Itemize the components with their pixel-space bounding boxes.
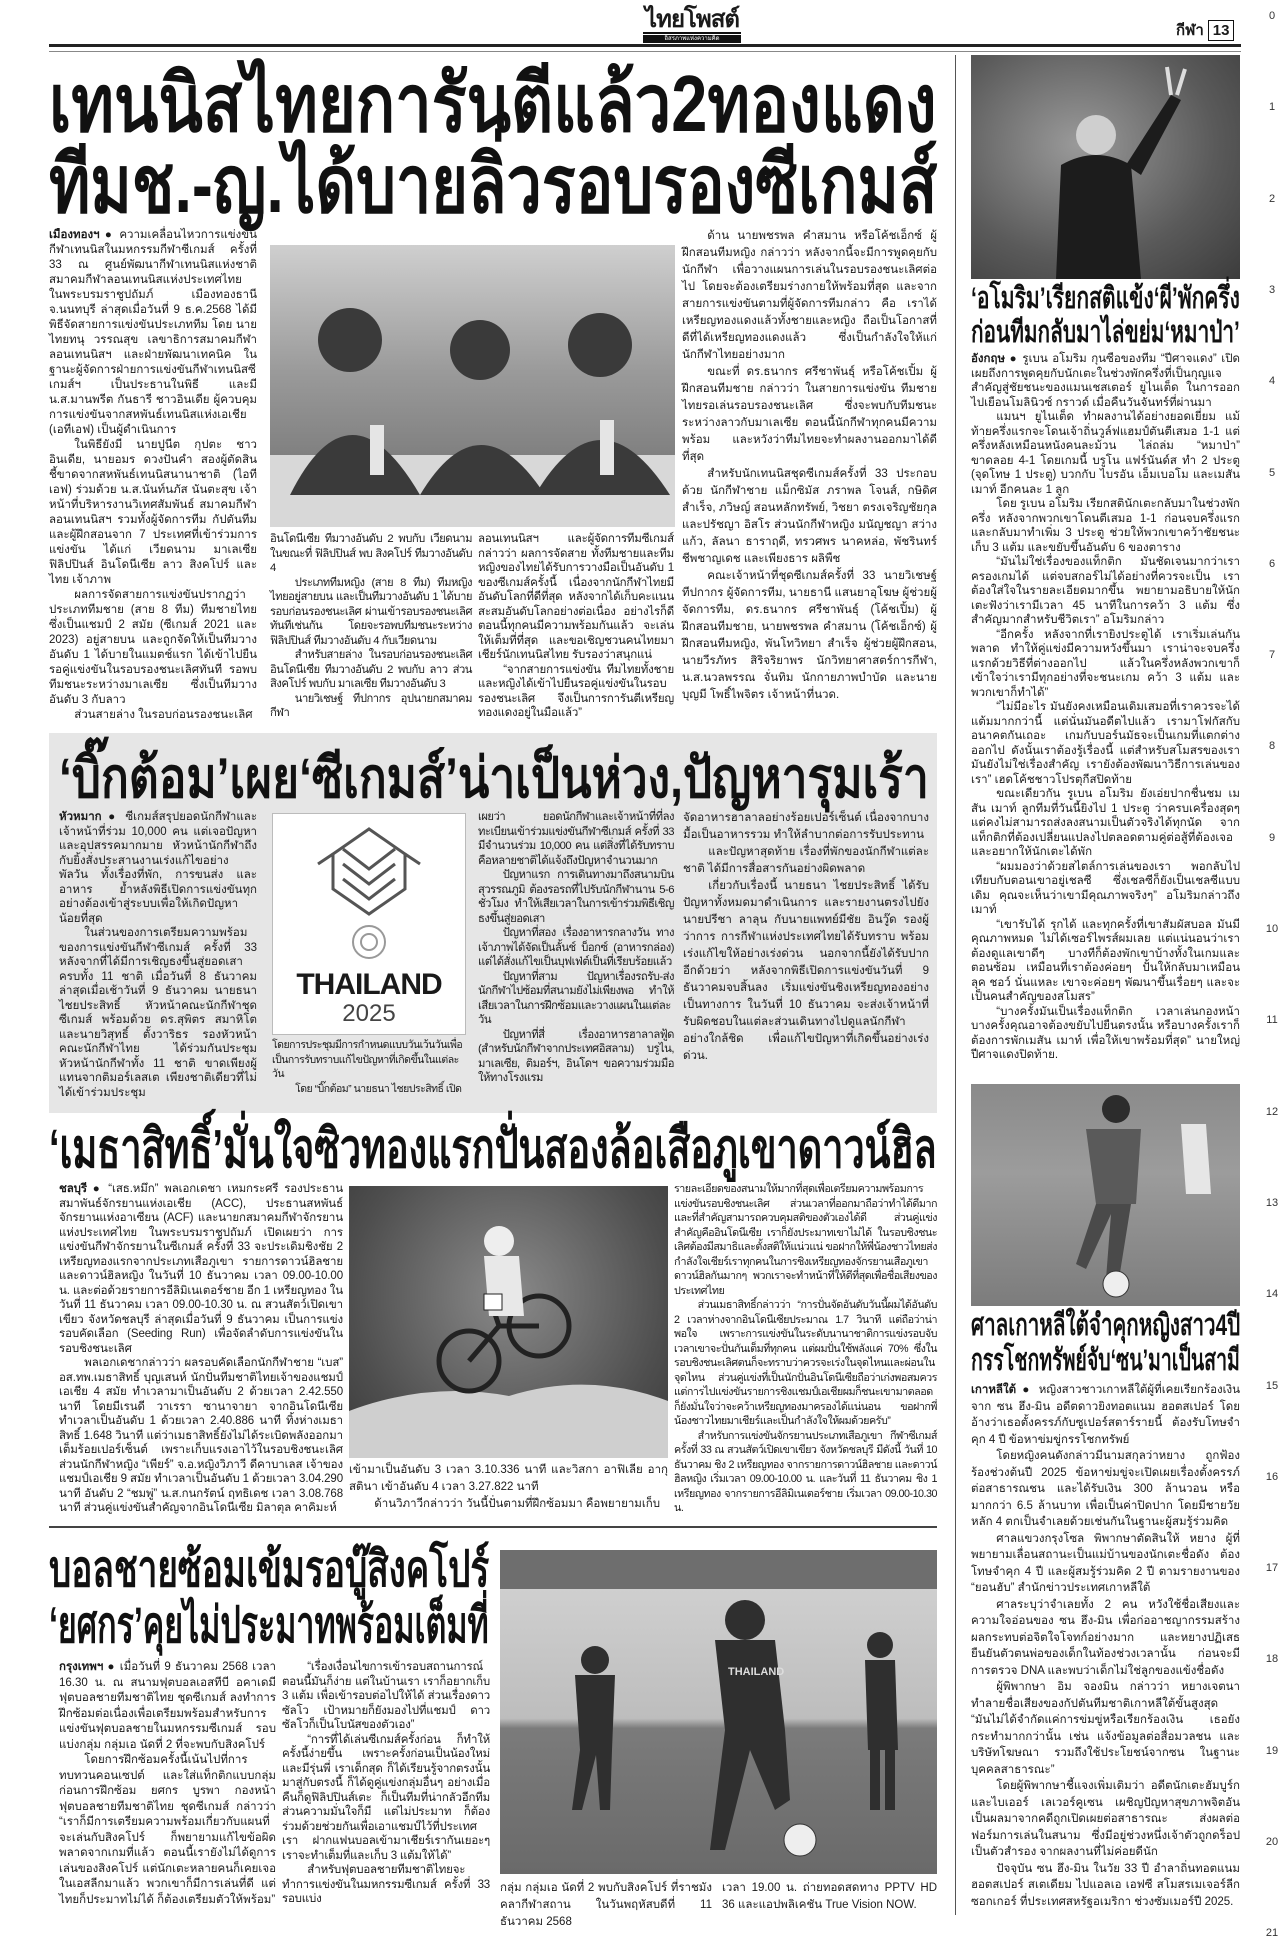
ruler-mark: 11: [1266, 1014, 1278, 1027]
dateline: ชลบุรี ●: [59, 1183, 103, 1195]
paragraph: โดยหญิงคนดังกล่าวมีนามสกุลว่าหยาง ถูกฟ้องร้องช่วงต้นปี 2025 ข้อหาข่มขู่จะเปิดเผยเรื่องตั้งครรภ์ต่อสาธารณชน และได้รับเงิน 300 ล้านวอน หรือมากกว่า 6.5 ล้านบาท เพื่อเป็นค่าปิดปาก โดยมีชายวัยหลัก 4 ตกเป็นจำเลยด้วยเช่นกันในฐานะผู้สมรู้ร่วมคิด: [971, 1450, 1240, 1528]
paragraph: โดยการประชุมมีการกำหนดแบบวันเว้นวันเพื่อเป็นการรับทราบแก้ไขปัญหาที่เกิดขึ้นในแต่ละวัน: [272, 1039, 463, 1080]
son-heung-min-photo: [971, 1084, 1240, 1306]
paragraph: โดยผู้พิพากษาชี้แจงเพิ่มเติมว่า อดีตนักเตะฮัมบูร์ก และไบเออร์ เลเวอร์คูเซน เผชิญปัญหาสุขภาพจิตอันเป็นผลมาจากคดีถูกเปิดเผยต่อสาธารณะ ส่งผลต่อฟอร์มการเล่นในสนาม ซึ่งมีอยู่ช่วงหนึ่งเจ้าตัวถูกดร็อปเป็นตัวสำรอง จากผลงานที่ไม่ค่อยดีนัก: [971, 1780, 1240, 1858]
ruler-mark: 5: [1268, 466, 1276, 479]
paragraph: ในพิธียังมี นายปูนีต กุปตะ ชาวอินเดีย, นายอมร ดวงปันคำ สองผู้ตัดสินชี้ขาดจากสหพันธ์เทนนิสนานาชาติ (ไอทีเอฟ) ร่วมด้วย น.ส.นันท์นภัส นันตะสุข เจ้าหน้าที่บริหารงานวิเทศสัมพันธ์ สมาคมกีฬาลอนเทนนิสฯ รวมทั้งผู้จัดการทีม กัปตันทีม และผู้ฝึกสอนจาก 7 ประเทศที่เข้าร่วมการแข่งขัน ได้แก่ เวียดนาม มาเลเซีย ฟิลิปปินส์ อินโดนีเซีย ลาว สิงคโปร์ และไทย เจ้าภาพ: [49, 439, 257, 586]
cycling-column-1: [59, 1182, 343, 1520]
paragraph: สำหรับการแข่งขันจักรยานประเภทเสือภูเขา กีฬาซีเกมส์ ครั้งที่ 33 ณ สวนสัตว์เปิดเขาเขียว จังหวัดชลบุรี มีดังนี้ วันที่ 10 ธันวาคม ชิง 2 เหรียญทอง จากรายการดาวน์ฮิลชาย และดาวน์ฮิลหญิง เริ่มเวลา 09.00-10.00 น. และวันที่ 11 ธันวาคม ชิง 1 เหรียญทอง จากรายการอีลิมิเนเตอร์ชาย เริ่มเวลา 09.00-10.30 น.: [674, 1429, 937, 1514]
paragraph: โดยการฝึกซ้อมครั้งนี้เน้นไปที่การทบทวนคอนเซปต์ และใส่แท็กติกแบบกลุ่มก่อนการฝึกซ้อม ยศกร บูรพา กองหน้าฟุตบอลชายทีมชาติไทย ชุดซีเกมส์ กล่าวว่า “เราก็มีการเตรียมความพร้อมเกี่ยวกับแผนที่จะเล่นกับสิงคโปร์ ก็พยายามแก้ไขข้อผิดพลาดจากเกมที่แล้ว ตอนนี้เรายังไม่ได้ดูการเล่นของสิงคโปร์ แต่นักเตะหลายคนก็เคยเจอในเอสลีกมาแล้ว พวกเขาก็มีการเล่นที่ดี แต่ไทยก็ประมาทไม่ได้ ก็ต้องเตรียมตัวให้พร้อม”: [59, 1754, 276, 1906]
ruler-mark: 20: [1265, 1836, 1279, 1848]
football-photo-caption-2: เวลา 19.00 น. ถ่ายทอดสดทาง PPTV HD 36 และแอปพลิเคชัน True Vision NOW.: [722, 1882, 937, 1911]
paragraph: แมนฯ ยูไนเต็ด ทำผลงานได้อย่างยอดเยี่ยม แม้ท้ายครึ่งแรกจะโดนเจ้าถิ่นวูล์ฟแฮมป์ตันตีเสมอ 1-1 แต่ครึ่งหลังเหมือนหนังคนละม้วน ไล่ถล่ม “หมาป่า” ขาดลอย 4-1 โดยเกมนี้ บรูโน แฟร์นันด์ส ทำ 2 ประตู (จุดโทษ 1 ประตู) บวกกับ ไบรอัน เอ็มเบอโม และเมสัน เมาท์ อีกคนละ 1 ลูก: [971, 411, 1240, 496]
paragraph: สำหรับสายล่าง ในรอบก่อนรองชนะเลิศ อินโดนีเซีย ทีมวางอันดับ 2 พบกับ ลาว ส่วนสิงคโปร์ พบกับ มาเลเซีย ทีมวางอันดับ 3: [270, 649, 472, 690]
paragraph: ด้าน นายพชรพล คำสมาน หรือโค้ชเอ็กซ์ ผู้ฝึกสอนทีมหญิง กล่าวว่า หลังจากนี้จะมีการพูดคุยกับนักกีฬา เพื่อวางแผนการเล่นในรอบรองชนะเลิศต่อไป โดยจะต้องเตรียมร่างกายให้พร้อมที่สุด และจากสายการแข่งขันตามที่ผู้จัดการทีมกล่าว คือ เราได้เหรียญทองแดงแล้วทั้งชายและหญิง ถือเป็นโอกาสที่ดีที่ได้เหรียญทองแดงแล้ว ซึ่งเป็นกำลังใจให้แก่นักกีฬาไทยอย่างมาก: [682, 230, 937, 361]
ruler-mark: 3: [1268, 283, 1276, 296]
paragraph: ขณะเดียวกัน รูเบน อโมริม ยังเอ่ยปากชื่นชม เมสัน เมาท์ ลูกทีมที่วันนี้ยิงไป 1 ประตู ว่าครบเครื่องสุดๆ แต่คงไม่สามารถส่งลงสนามเป็นตัวจริงได้ทุกนัด จากแท็กติกที่ต้องเปลี่ยนแปลงไปตลอดตามคู่ต่อสู้ที่ต้องเจอ และอยากให้นักเตะได้พัก: [971, 788, 1240, 858]
paragraph: นายวิเชษฐ์ ทีปกากร อุปนายกสมาคมกีฬา: [270, 692, 472, 719]
tennis-column-1: [49, 228, 257, 728]
cycling-headline: ‘เมธาสิทธิ์’มั่นใจซิวทองแรกปั่นสองล้อเสือภูเขาดาวน์ฮิล: [49, 1119, 937, 1179]
football-column-2: [282, 1660, 490, 1914]
paragraph: คณะเจ้าหน้าที่ชุดซีเกมส์ครั้งที่ 33 นายวิเชษฐ์ ทีปกากร ผู้จัดการทีม, นายธานี แสนยาอุโฆษ ผู้ช่วยผู้จัดการทีม, ดร.ธนากร ศรีชาพันธุ์ (โค้ชเปิ้ม) ผู้ฝึกสอนทีมชาย, นายพชรพล คำสมาน (โค้ชเอ็กซ์) ผู้ฝึกสอนทีมหญิง, พันโทวิทยา สำเร็จ ผู้ช่วยผู้ฝึกสอน, นายวีรภัทร สิริจริยาพร นักวิทยาศาสตร์การกีฬา, น.ส.นวลพรรณ จั่นทิม นักกายภาพบำบัด และนายบุญมี โพธิ์ไพจิตร เจ้าหน้าที่นวด.: [682, 570, 937, 701]
amorim-headline-line1: ‘อโมริม’เรียกสติแข้ง‘ผี’พักครึ่ง: [971, 282, 1240, 315]
paragraph: “เสธ.หมึก” พลเอกเดชา เหมกระศรี รองประธานสมาพันธ์จักรยานแห่งเอเชีย (ACC), ประธานสหพันธ์จักรยานแห่งอาเซียน (ACF) และนายกสมาคมกีฬาจักรยานแห่งประเทศไทย ในพระบรมราชูปถัมภ์ เปิดเผยว่า การแข่งขันกีฬาจักรยานในซีเกมส์ ครั้งที่ 33 จะประเดิมชิงชัย 2 เหรียญทองแรกจากประเภทเสือภูเขา รายการดาวน์ฮิลชาย และดาวน์ฮิลหญิง ในวันที่ 10 ธันวาคม เวลา 09.00-10.00 น. และต่อด้วยรายการอีลิมิเนเตอร์ชาย อีก 1 เหรียญทอง ในวันที่ 11 ธันวาคม เวลา 09.00-10.30 น. ณ สวนสัตว์เปิดเขาเขียว จังหวัดชลบุรี ล่าสุดเมื่อวันที่ 9 ธันวาคม เป็นการแข่งรอบคัดเลือก (Seeding Run) เพื่อจัดลำดับการแข่งขันในรอบชิงชนะเลิศ: [59, 1183, 343, 1355]
sea-games-emblem-icon: [273, 814, 465, 964]
amorim-photo: [971, 55, 1240, 279]
dateline: อังกฤษ ●: [971, 353, 1018, 365]
paragraph: “การที่ได้เล่นซีเกมส์ครั้งก่อน ก็ทำให้ครั้งนี้ง่ายขึ้น เพราะครั้งก่อนเป็นน้องใหม่ และมีรุ่นพี่ เราเด็กสุด ก็ได้เรียนรู้จากตรงนั้นมาสู่กับตรงนี้ ก็ได้ดูคู่แข่งกลุ่มอื่นๆ อย่างเมื่อคืนก็ดูฟิลิปปินส์เตะ ก็เป็นทีมที่น่ากลัวอีกทีม ส่วนความมั่นใจก็มี แต่ไม่ประมาท ก็ต้องร่วมด้วยช่วยกันเพื่อเอาแชมป์ไว้ที่ประเทศเรา ฝากแฟนบอลเข้ามาเชียร์เรากันเยอะๆ เราจะทำเต็มที่และเก็บ 3 แต้มให้ได้”: [282, 1733, 490, 1862]
paragraph: ในส่วนของการเตรียมความพร้อมของการแข่งขันกีฬาซีเกมส์ ครั้งที่ 33 หลังจากที่ได้มีการเชิญธงขึ้นสู่ยอดเสาครบทั้ง 11 ชาติ เมื่อวันที่ 8 ธันวาคม ล่าสุดเมื่อเช้าวันที่ 9 ธันวาคม นายธนา ไชยประสิทธิ์ หัวหน้าคณะนักกีฬาชุดซีเกมส์ พร้อมด้วย ดร.สุพิตร สมาหิโต และนายวิสุทธิ์ ตั้งวาริธร รองหัวหน้าคณะนักกีฬาไทย ได้ร่วมกันประชุมหัวหน้านักกีฬาทั้ง 11 ชาติ ขาดเพียงผู้แทนจากติมอร์เลสเต เพียงชาติเดียวที่ไม่ได้เข้าร่วมประชุม: [59, 927, 257, 1099]
ruler-mark: 21: [1265, 1927, 1279, 1939]
seagames-column-3: [478, 810, 674, 1108]
paragraph: และปัญหาสุดท้าย เรื่องที่พักของนักกีฬาแต่ละชาติ ได้มีการสื่อสารกันอย่างผิดพลาด: [683, 846, 929, 875]
ruler-mark: 4: [1268, 375, 1276, 388]
sea-games-2025-logo: [272, 813, 466, 1035]
paragraph: พลเอกเดชากล่าวว่า ผลรอบคัดเลือกนักกีฬาชาย “เบส” อส.ทพ.เมธาสิทธิ์ บุญเสนห์ นักปั่นทีมชาติไทยเจ้าของแชมป์เอเชีย 4 สมัย ทำเวลามาเป็นอันดับ 2 ด้วยเวลา 2.42.550 นาที โดยมีเรนดี วาเรรา ซานาจายา จากอินโดนีเซีย ทำเวลาเป็นอันดับ 1 ด้วยเวลา 2.40.886 นาที ทิ้งห่างเมธาสิทธิ์ 1.648 วินาที แต่ว่าเมธาสิทธิ์ยังไม่ได้ระเบิดพลังออกมาเต็มร้อยเปอร์เซ็นต์ เพราะเก็บแรงเอาไว้ในรอบชิงชนะเลิศ ส่วนนักกีฬาหญิง “เพียร์” จ.อ.หญิงวิภาวี ดีคาบาเลส เจ้าของแชมป์เอเชีย 9 สมัย ทำเวลาเป็นอันดับ 1 ด้วยเวลา 3.04.290 นาที อันดับ 2 “ชมพู่” น.ส.กนกรัตน์ ฤทธิเดช เวลา 3.08.768 นาที ส่วนคู่แข่งขันสำคัญจากอินโดนีเซีย มิลาตุล คาคิมะห์: [59, 1357, 343, 1514]
ruler-mark: 6: [1268, 557, 1276, 570]
paragraph: โดย รูเบน อโมริม เรียกสตินักเตะกลับมาในช่วงพักครึ่ง หลังจากพวกเขาโดนตีเสมอ 1-1 ก่อนจบครึ่งแรก และกลับมาทำเพิ่ม 3 ประตู ช่วยให้พวกเขาคว้าชัยชนะ เก็บ 3 แต้ม และขยับขึ้นอันดับ 6 ของตาราง: [971, 498, 1240, 554]
paragraph: หญิงสาวชาวเกาหลีใต้ผู้ที่เคยเรียกร้องเงินจาก ซน ฮึง-มิน อดีตดาวยิงทอตแนม ฮอตสเปอร์ โดยอ้างว่าเธอตั้งครรภ์กับซูเปอร์สตาร์รายนี้ ต้องรับโทษจำคุก 4 ปี ข้อหาข่มขู่กรรโชกทรัพย์: [971, 1384, 1240, 1446]
paragraph: “ผมมองว่าด้วยสไตล์การเล่นของเรา พอกลับไปเทียบกับตอนเขาอยู่เชลซี ซึ่งเชลซีก็ยังเป็นเชลซีแบบเดิม คุณจะเห็นว่าเขามีคุณภาพจริงๆ” อโมริมกล่าวถึงเมาท์: [971, 860, 1240, 916]
column-divider: [955, 55, 956, 1915]
paragraph: รูเบน อโมริม กุนซือของทีม “ปีศาจแดง” เปิดเผยถึงการพูดคุยกับนักเตะในช่วงพักครึ่งที่เป็นกุญแจสำคัญสู่ชัยชนะของแมนเชสเตอร์ ยูไนเต็ด ในการออกไปเยือนโมลินิวซ์ กราวด์ เมื่อคืนวันจันทร์ที่ผ่านมา: [971, 353, 1241, 409]
football-photo-caption-1: กลุ่ม กลุ่มเอ นัดที่ 2 พบกับสิงคโปร์ ที่ราชมังคลากีฬาสถาน ในวันพฤหัสบดีที่ 11 ธันวาคม 2568: [500, 1882, 712, 1928]
seagames-headline: ‘บิ๊กต้อม’เผย‘ซีเกมส์’น่าเป็นห่วง,ปัญหารุมเร้า: [59, 746, 929, 809]
cycling-column-2: [349, 1462, 668, 1520]
paragraph: ปัญหาที่สอง เรื่องอาหารกลางวัน ทางเจ้าภาพได้จัดเป็นลั้นช์ บ็อกซ์ (อาหารกล่อง) แต่ได้สั่งแก้ไขเป็นบุฟเฟ่ต์เป็นที่เรียบร้อยแล้ว: [478, 927, 674, 968]
ruler-mark: 10: [1265, 923, 1279, 935]
dateline: เกาหลีใต้ ●: [971, 1384, 1033, 1396]
paragraph: “เขารับได้ รุกได้ และทุกครั้งที่เขาสัมผัสบอล มันมีคุณภาพหมด ไม่ได้เซอร์ไพรส์ผมเลย แต่แน่นอนว่าเราต้องดูแลเขาดีๆ บางทีก็ต้องพักเขาบ้างทั้งในเกมและตอนซ้อม เหมือนที่เราต้องค่อยๆ ปั้นให้กลับมาเหมือน ลุค ชอว์ นั่นแหละ เขาจะค่อยๆ พัฒนาขึ้นเรื่อยๆ และจะเป็นคนสำคัญของสโมสร”: [971, 918, 1240, 1003]
paragraph: รายละเอียดของสนามให้มากที่สุดเพื่อเตรียมความพร้อมการแข่งขันรอบชิงชนะเลิศ ส่วนเวลาที่ออกมาถือว่าทำได้ดีมาก และที่สำคัญสามารถควบคุมสติของตัวเองได้ดี ส่วนคู่แข่งสำคัญคืออินโดนีเซีย เราก็ยังประมาทเขาไม่ได้ ในรอบชิงชนะเลิศต้องมีสมาธิและตั้งสติให้แน่วแน่ ขอฝากให้พี่น้องชาวไทยส่งกำลังใจเชียร์เราทุกคนในการชิงเหรียญทองจักรยานเสือภูเขาดาวน์ฮิลกันมากๆ พวกเราจะทำหน้าที่ให้ดีที่สุดเพื่อชื่อเสียงของประเทศไทย: [674, 1183, 937, 1297]
masthead-logo[interactable]: [643, 8, 741, 42]
paragraph: ประเภททีมหญิง (สาย 8 ทีม) ทีมหญิงไทยอยู่สายบน และเป็นทีมวางอันดับ 1 ได้บายรอบก่อนรองชนะเลิศ ผ่านเข้ารอบรองชนะเลิศทันทีเช่นกัน โดยจะรอพบทีมชนะระหว่างฟิลิปปินส์ ทีมวางอันดับ 4 กับเวียดนาม: [270, 576, 472, 647]
dateline: กรุงเทพฯ ●: [59, 1661, 116, 1673]
paragraph: สำหรับฟุตบอลชายทีมชาติไทยจะทำการแข่งขันในมหกรรมซีเกมส์ ครั้งที่ 33 รอบแบ่ง: [282, 1864, 490, 1905]
dateline: หัวหมาก ●: [59, 811, 119, 823]
tennis-column-4: [682, 228, 937, 728]
paragraph: อินโดนีเซีย ทีมวางอันดับ 2 พบกับ เวียดนาม ในขณะที่ ฟิลิปปินส์ พบ สิงคโปร์ ทีมวางอันดับ 4: [270, 533, 472, 574]
amorim-headline-line2: ก่อนทีมกลับมาไล่ขย่ม‘หมาป่า’: [971, 316, 1240, 349]
masthead-rule: [49, 44, 1241, 52]
paragraph: ความเคลื่อนไหวการแข่งขันกีฬาเทนนิสในมหกรรมกีฬาซีเกมส์ ครั้งที่ 33 ณ ศูนย์พัฒนากีฬาเทนนิสแห่งชาติ สมาคมกีฬาลอนเทนนิสแห่งประเทศไทย ในพระบรมราชูปถัมภ์ เมืองทองธานี จ.นนทบุรี ล่าสุดเมื่อวันที่ 9 ธ.ค.2568 ได้มีพิธีจัดสายการแข่งขันประเภททีม โดย นายไทยทนุ วรรณสุข เลขาธิการสมาคมกีฬาลอนเทนนิสฯ และฝ่ายพัฒนาเทคนิค ในฐานะผู้จัดการฝ่ายการแข่งขันกีฬาเทนนิสซีเกมส์ฯ เป็นประธานในพิธี และมี น.ส.มานพรีต กันธารี ชาวอินเดีย ผู้ควบคุมการแข่งขันจากสหพันธ์เทนนิสแห่งเอเชีย (เอทีเอฟ) เป็นผู้ดำเนินการ: [49, 229, 257, 436]
paragraph: สำหรับนักเทนนิสชุดซีเกมส์ครั้งที่ 33 ประกอบด้วย นักกีฬาชาย แม็กซิมัส ภราพล โจนส์, กษิดิศ สำเร็จ, ภวิษญ์ สอนหลักทรัพย์, วิชยา ตรงเจริญชัยกุล และปรัชญา อิสโร ส่วนนักกีฬาหญิง มนัญชญา สว่างแก้ว, ลัลนา ธาราฤดี, ทรวศพร นาคหล่อ, พัชรินทร์ ชีพชาญเดช และเพียงธาร ผลิพืช: [682, 468, 937, 565]
paragraph: ปัญหาแรก การเดินทางมาถึงสนามบินสุวรรณภูมิ ต้องรอรถที่ไปรับนักกีฬานาน 5-6 ชั่วโมง ทำให้เสียเวลาในการเข้าร่วมพิธีเชิญธงขึ้นสู่ยอดเสา: [478, 869, 674, 925]
paragraph: “มันไม่ใช่เรื่องของแท็กติก มันชัดเจนมากว่าเราครองเกมได้ แต่จบสกอร์ไม่ได้อย่างที่ควรจะเป็น เราต้องใส่ใจในรายละเอียดมากขึ้น พยายามอธิบายให้นักเตะฟังว่าเรามีเวลา 45 นาทีในการคว้า 3 แต้ม ซึ่งสำคัญมากสำหรับชีวิตเรา” อโมริมกล่าว: [971, 556, 1240, 626]
ruler-mark: 9: [1268, 831, 1276, 844]
ruler-mark: 1: [1268, 101, 1276, 114]
paragraph: ปัญหาที่สี่ เรื่องอาหารฮาลาลฟู้ด (สำหรับนักกีฬาจากประเทศอิสลาม) บรูไน, มาเลเซีย, ติมอร์ฯ, อินโดฯ ขอความร่วมมือให้ทางโรงแรม: [478, 1028, 674, 1084]
tennis-column-2: [270, 532, 472, 728]
paragraph: “บางครั้งมันเป็นเรื่องแท็กติก เวลาเล่นกองหน้า บางครั้งคุณอาจต้องขยับไปยืนตรงนั้น หรือบางครั้งเราก็ต้องการพักเมสัน เมาท์ เพื่อให้เขาพร้อมที่สุด” นายใหญ่ปีศาจแดงปิดท้าย.: [971, 1005, 1240, 1061]
logo-year: 2025: [342, 1000, 396, 1027]
jersey-text: THAILAND: [728, 1666, 785, 1678]
football-headline-line1: บอลชายซ้อมเข้มรอบู๊สิงคโปร์: [49, 1541, 490, 1597]
paragraph: ขณะที่ ดร.ธนากร ศรีชาพันธุ์ หรือโค้ชเปิ้ม ผู้ฝึกสอนทีมชาย กล่าวว่า ในสายการแข่งขัน ทีมชายไทยรอเล่นรอบรองชนะเลิศ ซึ่งจะพบกับทีมชนะระหว่างลาวกับมาเลเซีย ตอนนี้นักกีฬาทุกคนมีความพร้อม และหวังว่าทีมไทยจะทำผลงานออกมาได้ดีที่สุด: [682, 366, 937, 463]
cycling-column-3: [674, 1182, 937, 1520]
paragraph: ลอนเทนนิสฯ และผู้จัดการทีมซีเกมส์ กล่าวว่า ผลการจัดสาย ทั้งทีมชายและทีมหญิงของไทยได้รับการวางมือเป็นอันดับ 1 ของซีเกมส์ครั้งนี้ เนื่องจากนักกีฬาไทยมีอันดับโลกที่ดีที่สุด หลังจากได้เก็บคะแนนสะสมอันดับโลกอย่างต่อเนื่อง อย่างไรก็ดีตอนนี้ทุกคนมีความพร้อมกันแล้ว จะเล่นให้เต็มที่ที่สุด และขอเชิญชวนคนไทยมาเชียร์นักเทนนิสไทย รับรองว่าสนุกแน่: [478, 533, 674, 661]
ruler-mark: 12: [1265, 1105, 1279, 1118]
ruler-mark: 17: [1265, 1562, 1279, 1575]
football-column-1: [59, 1660, 276, 1914]
korea-body: [971, 1382, 1240, 1916]
paragraph: ปัจจุบัน ซน ฮึง-มิน ในวัย 33 ปี อำลาถิ่นทอตแนม ฮอตสเปอร์ สเตเดียม ไปแอลเอ เอฟซี สโมสรเมเจอร์ลีก ซอกเกอร์ ที่ประเทศสหรัฐอเมริกา ช่วงซัมเมอร์ปี 2025.: [971, 1862, 1240, 1908]
football-headline-line2: ‘ยศกร’คุยไม่ประมาทพร้อมเต็มที่: [49, 1597, 489, 1653]
downhill-cyclist-photo: [349, 1186, 668, 1458]
paragraph: จัดอาหารฮาลาลอย่างร้อยเปอร์เซ็นต์ เนื่องจากบางมื้อเป็นอาหารรวม ทำให้ลำบากต่อการรับประทาน: [683, 812, 929, 841]
ruler-mark: 14: [1265, 1288, 1279, 1301]
tennis-column-3: [478, 532, 674, 728]
paragraph: “จากสายการแข่งขัน ทีมไทยทั้งชายและหญิงได้เข้าไปยืนรอคู่แข่งขันในรอบรองชนะเลิศ จึงเป็นการการันตีเหรียญทองแดงอยู่ในมือแล้ว”: [478, 663, 674, 719]
paragraph: เข้ามาเป็นอันดับ 3 เวลา 3.10.336 นาที และวิสกา อาฟิเลีย อากุสตินา เข้าอันดับ 4 เวลา 3.27.822 นาที: [349, 1464, 668, 1493]
paragraph: “เรื่องเงื่อนไขการเข้ารอบสถานการณ์ตอนนี้มันก็ง่าย แต่ในบ้านเรา เราก็อยากเก็บ 3 แต้ม เพื่อเข้ารอบต่อไปให้ได้ ส่วนเรื่องดาวซัลโว เป้าหมายก็ยังมองไปที่แชมป์ ดาวซัลโวก็เป็นโบนัสของตัวเอง”: [282, 1661, 490, 1731]
paragraph: โดย “บิ๊กต้อม” นายธนา ไชยประสิทธิ์ เปิด: [295, 1082, 462, 1095]
paragraph: ส่วนสายล่าง ในรอบก่อนรองชนะเลิศ: [74, 709, 253, 721]
seagames-column-2: [272, 1038, 466, 1108]
paragraph: เผยว่า ยอดนักกีฬาและเจ้าหน้าที่ที่ลงทะเบียนเข้าร่วมแข่งขันกีฬาซีเกมส์ ครั้งที่ 33 มีจำนวนร่วม 10,000 คน แต่สิ่งที่ได้รับทราบคือหลายชาติได้แจ้งถึงปัญหาจำนวนมาก: [478, 811, 674, 867]
paragraph: “ไม่มีอะไร มันยังคงเหมือนเดิมเสมอที่เราควรจะได้แต้มมากกว่านี้ แต่นั่นมันอดีตไปแล้ว เรามาโฟกัสกับอนาคตกันเถอะ เกมกับบอร์นมัธจะเป็นเกมที่แตกต่างออกไป ดังนั้นเราต้องรู้เรื่องนี้ แต่สำหรับสโมสรของเรา มันยังไม่ใช่เรื่องสำคัญ เรายังต้องพัฒนาวิธีการเล่นของเรา” เฮดโค้ชชาวโปรตุกีสปิดท้าย: [971, 701, 1240, 786]
ruler-mark: 2: [1268, 192, 1276, 205]
ruler-mark: 18: [1265, 1653, 1279, 1666]
ruler-mark: 19: [1265, 1744, 1279, 1757]
tennis-headline-line2: ทีมช.-ญ.ได้บายลิ่วรอบรองซีเกมส์: [49, 140, 938, 229]
paragraph: ผลการจัดสายการแข่งขันปรากฏว่า ประเภททีมชาย (สาย 8 ทีม) ทีมชายไทย ซึ่งเป็นแชมป์ 2 สมัย (ซีเกมส์ 2021 และ 2023) อยู่สายบน และถูกจัดให้เป็นทีมวางอันดับ 1 ได้บายในแมตช์แรก ได้เข้าไปยืนรอคู่แข่งขันในรอบรองชนะเลิศทันที รอพบทีมชนะระหว่างมาเลเซีย ซึ่งเป็นทีมวางอันดับ 3 กับลาว: [49, 589, 257, 706]
section-header: [1176, 18, 1234, 42]
ruler-mark: 13: [1265, 1196, 1279, 1209]
football-training-photo: [500, 1550, 937, 1874]
page-number: 13: [1208, 20, 1235, 41]
paragraph: “อีกครั้ง หลังจากที่เรายิงประตูได้ เราเริ่มเล่นกันพลาด ทำให้คู่แข่งมีความหวังขึ้นมา เราน่าจะจบครึ่งแรกด้วยวิธีที่ต่างออกไป แล้วในครึ่งหลังพวกเขาก็เข้าใจว่าเรามีทุกอย่างที่จะชนะเกม คว้า 3 แต้ม และพวกเขาก็ทำได้”: [971, 628, 1240, 699]
paragraph: ศาลแขวงกรุงโซล พิพากษาตัดสินให้ หยาง ผู้ที่พยายามเลื่อนสถานะเป็นแม่บ้านของนักเตะชื่อดัง ต้องโทษจำคุก 4 ปี และผู้สมรู้ร่วมคิด 2 ปี ตามรายงานของ “ยอนฮับ” สำนักข่าวประเทศเกาหลีใต้: [971, 1532, 1240, 1594]
paragraph: ผู้พิพากษา อิม จองมิน กล่าวว่า หยางเจตนาทำลายชื่อเสียงของกัปตันทีมชาติเกาหลีใต้ขั้นสูงสุด “มันไม่ได้จำกัดแค่การข่มขู่หรือเรียกร้องเงิน เธอยังกระทำมากกว่านั้น เช่น แจ้งข้อมูลต่อสื่อมวลชน และบริษัทโฆษณา รวมถึงใช้ประโยชน์จากซน ในฐานะบุคคลสาธารณะ”: [971, 1681, 1240, 1776]
seagames-column-1: [59, 810, 257, 1108]
section-name: กีฬา: [1176, 22, 1204, 39]
logo-wordmark: THAILAND: [296, 968, 442, 1001]
paragraph: ศาลระบุว่าจำเลยทั้ง 2 คน หวังใช้ชื่อเสียงและความใจอ่อนของ ซน ฮึง-มิน เพื่อก่ออาชญากรรมสร้างผลกระทบต่อจิตใจโจทก์อย่างมาก และหยางปฏิเสธยืนยันตัวตนพ่อของเด็กในท้องช่วงเวลานั้น ก่อนจะมีการตรวจ DNA และพบว่าเด็กไม่ใช่ลูกของแข้งชื่อดัง: [971, 1598, 1240, 1677]
ruler-mark: 0: [1268, 10, 1276, 22]
paragraph: ซีเกมส์สรุปยอดนักกีฬาและเจ้าหน้าที่ร่วม 10,000 คน แต่เจอปัญหาและอุปสรรคมากมาย หัวหน้านักกีฬาถึงกับยิ้งสั่งประสานงานเร่งแก้ไขอย่างพัลวัน ทั้งเรื่องที่พัก, การขนส่ง และอาหาร ย้ำหลังพิธีเปิดการแข่งขันทุกอย่างต้องเข้าสู่ระบบเพื่อให้เกิดปัญหาน้อยที่สุด: [59, 811, 257, 925]
ruler-mark: 8: [1268, 740, 1276, 753]
ruler-mark: 7: [1268, 649, 1276, 662]
tennis-officials-photo: [270, 245, 675, 527]
korea-headline-line1: ศาลเกาหลีใต้จำคุกหญิงสาว4ปี: [971, 1309, 1241, 1342]
paragraph: ส่วนเมธาสิทธิ์กล่าวว่า “การปั่นจัดอันดับวันนี้ผมได้อันดับ 2 เวลาห่างจากอินโดนีเซียประมาณ 1.7 วินาที แต่ถือว่าน่าพอใจ เพราะการแข่งขันในระดับนานาชาติการแข่งรอบจับเวลาเขาจะปั่นกันเต็มที่ทุกคน แต่ผมปั่นใช้พลังแค่ 70% ซึ่งในรอบชิงชนะเลิศตนก็จะทราบว่าควรจะเร่งในจุดไหนและผ่อนในจุดไหน ส่วนคู่แข่งที่เป็นนักปั่นอินโดนีเซียถือว่าเก่งพอสมควร แต่การไปแข่งขันรายการชิงแชมป์เอเชียผมก็ชนะเขามาตลอด ก็ยังมั่นใจว่าจะคว้าเหรียญทองมาครองได้แน่นอน ขอฝากพี่น้องชาวไทยมาเชียร์และเป็นกำลังใจให้ผมด้วยครับ”: [674, 1299, 937, 1427]
section-divider: [49, 1526, 937, 1528]
paragraph: เกี่ยวกับเรื่องนี้ นายธนา ไชยประสิทธิ์ ได้รับปัญหาทั้งหมดมาดำเนินการ และรายงานตรงไปยัง นายปรีชา ลาลุน กับนายแพทย์มีชัย อินวู๊ด รองผู้ว่าการ การกีฬาแห่งประเทศไทยได้รับทราบ พร้อมเร่งแก้ไขให้อย่างเร่งด่วน นอกจากนี้ยังได้รับปากอีกด้วยว่า หลังจากพิธีเปิดการแข่งขันวันที่ 9 ธันวาคมจบสิ้นลง เริ่มแข่งขันชิงเหรียญทองอย่างเป็นทางการ ในวันที่ 10 ธันวาคม จะส่งเจ้าหน้าที่รับผิดชอบในแต่ละส่วนเดินทางไปดูแลนักกีฬาอย่างใกล้ชิด เพื่อแก้ไขปัญหาที่เกิดขึ้นอย่างเร่งด่วน.: [683, 880, 929, 1062]
masthead-name: ไทยโพสต์: [643, 8, 741, 34]
ruler-mark: 15: [1265, 1379, 1279, 1392]
ruler-mark: 16: [1265, 1470, 1279, 1483]
paragraph: ปัญหาที่สาม ปัญหาเรื่องรถรับ-ส่งนักกีฬาไปซ้อมที่สนามยังไม่เพียงพอ ทำให้เสียเวลาในการฝึกซ้อมและวางแผนในแต่ละวัน: [478, 970, 674, 1026]
tennis-headline-line1: เทนนิสไทยการันตีแล้ว2ทองแดง: [49, 59, 937, 148]
paragraph: เมื่อวันที่ 9 ธันวาคม 2568 เวลา 16.30 น. ณ สนามฟุตบอลเอสทีบี อคาเดมี ฟุตบอลชายทีมชาติไทย ชุดซีเกมส์ ลงทำการฝึกซ้อมต่อเนื่องเพื่อเตรียมพร้อมสำหรับการแข่งขันฟุตบอลชายในมหกรรมซีเกมส์ รอบแบ่งกลุ่ม กลุ่มเอ นัดที่ 2 ที่จะพบกับสิงคโปร์: [59, 1661, 276, 1751]
masthead-tagline: อิสรภาพแห่งความคิด: [643, 35, 741, 43]
korea-headline-line2: กรรโชกทรัพย์จับ‘ซน’มาเป็นสามี: [971, 1344, 1240, 1377]
seagames-column-4: [683, 810, 929, 1108]
dateline: เมืองทองฯ ●: [49, 229, 114, 241]
amorim-body: [971, 352, 1240, 1078]
paragraph: ด้านวิภาวีกล่าวว่า วันนี้ปั่นตามที่ฝึกซ้อมมา คือพยายามเก็บ: [374, 1498, 661, 1510]
